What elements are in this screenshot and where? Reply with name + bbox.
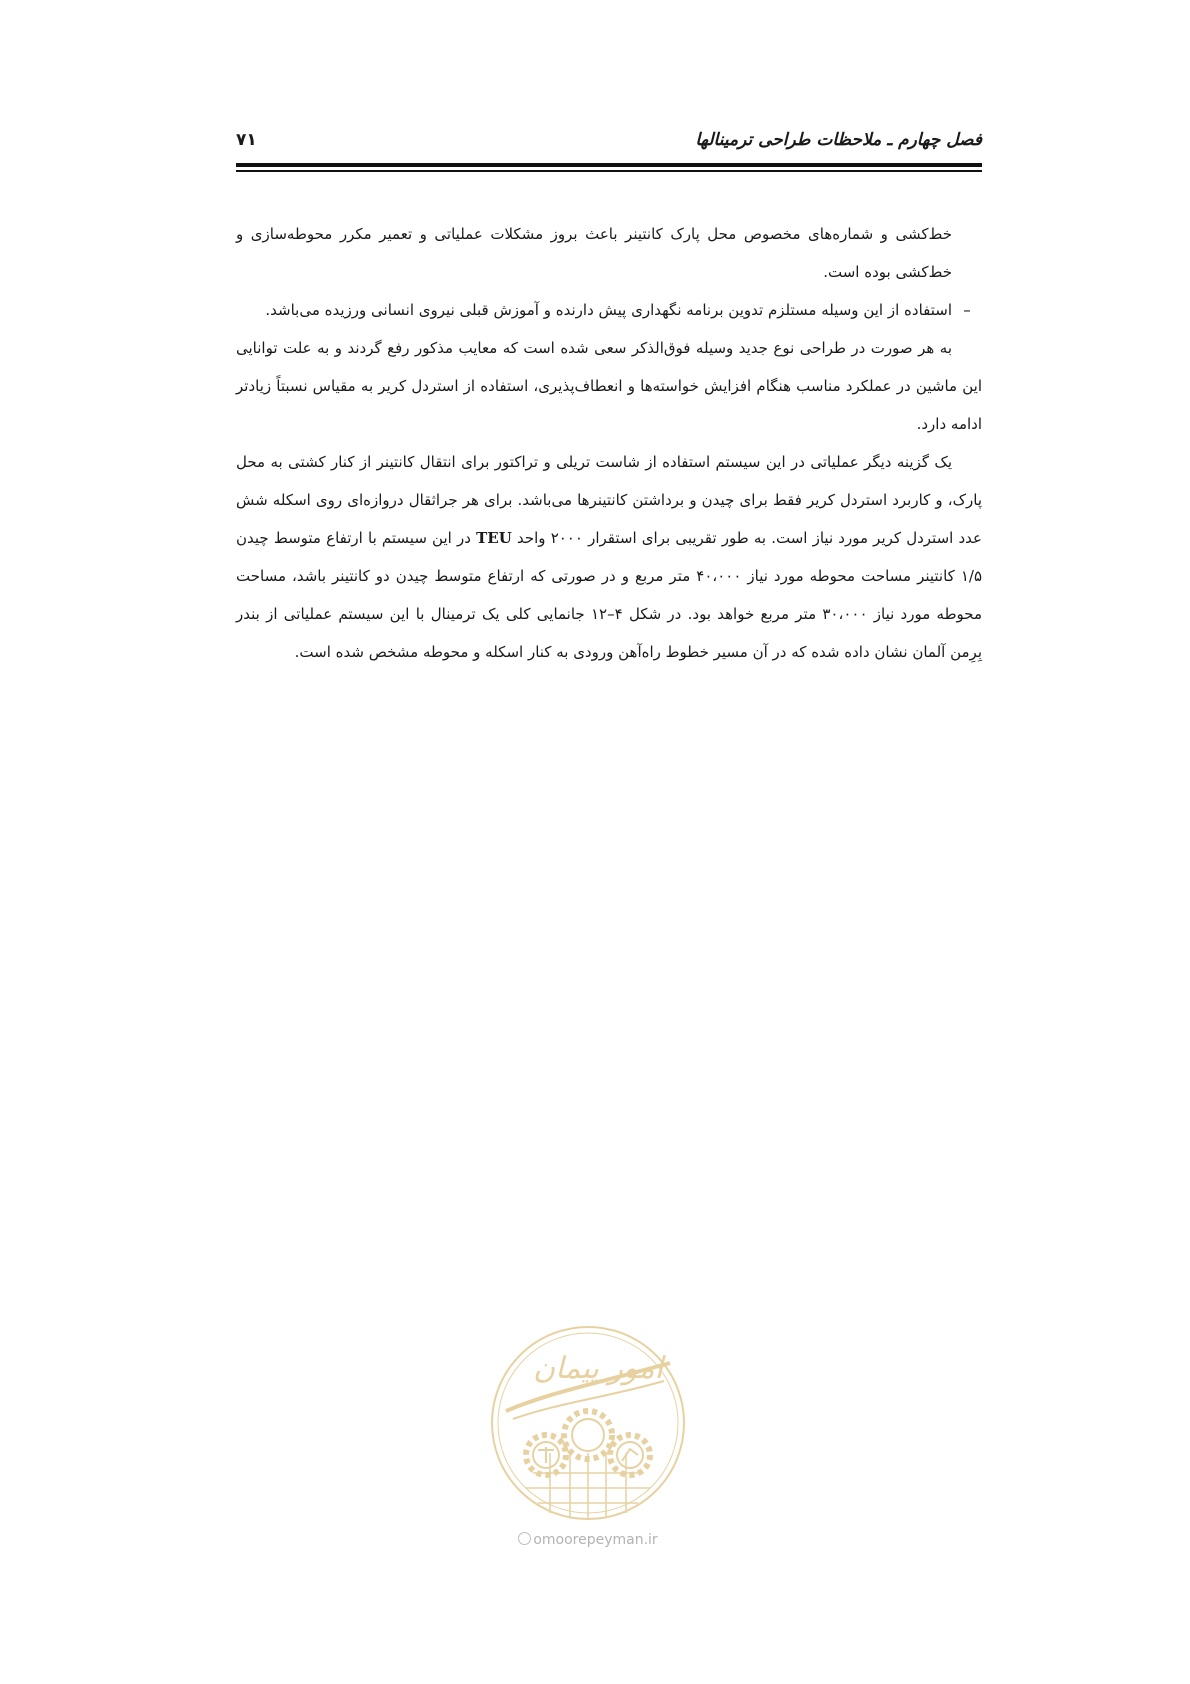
header-divider-thin — [236, 170, 982, 172]
header-divider-thick — [236, 163, 982, 167]
watermark-logo-text: امور پیمان — [533, 1351, 663, 1386]
paragraph-2: به هر صورت در طراحی نوع جدید وسیله فوق‌الذکر سعی شده است که معایب مذکور رفع گردند و به علت توانایی این ماشین در عملکرد مناسب هنگام افزایش خواسته‌ها و انعطاف‌پذیری، استفاده از استردل کریر به مقیاس نسبتاً زیادتر ادامه دارد. — [236, 339, 982, 433]
bullet-item — [236, 291, 982, 329]
watermark-logo — [488, 1323, 688, 1523]
watermark-url: omoorepeyman.ir — [488, 1532, 688, 1548]
page-header — [236, 128, 982, 158]
body-text — [236, 215, 982, 671]
page-number: ۷۱ — [236, 130, 257, 150]
continued-paragraph: خط‌کشی و شماره‌های مخصوص محل پارک کانتینر باعث بروز مشکلات عملیاتی و تعمیر مکرر محوطه‌سازی و خط‌کشی بوده است. — [236, 225, 952, 281]
paragraph-3 — [236, 443, 982, 671]
paragraph-3-part-1: یک گزینه دیگر عملیاتی در این سیستم استفاده از شاست تریلی و تراکتور برای انتقال کانتینر از کنار کشتی به محل پارک، و کاربرد استردل کریر فقط برای چیدن و برداشتن کانتینرها می‌باشد. برای هر جراثقال دروازه‌ای روی اسکله شش عدد استردل کریر مورد نیاز است. به طور تقریبی برای استقرار ۲۰۰۰ واحد — [236, 453, 982, 547]
chapter-title: فصل چهارم ـ ملاحظات طراحی ترمینالها — [695, 130, 982, 150]
bullet-dash: – — [963, 301, 971, 319]
globe-icon — [518, 1532, 531, 1545]
bullet-text: استفاده از این وسیله مستلزم تدوین برنامه نگهداری پیش دارنده و آموزش قبلی نیروی انسانی ورزیده می‌باشد. — [265, 301, 952, 319]
teu-acronym: TEU — [476, 529, 512, 547]
paragraph-3-part-2: در این سیستم با ارتفاع متوسط چیدن ۱/۵ کانتینر مساحت محوطه مورد نیاز ۴۰،۰۰۰ متر مربع و در صورتی که ارتفاع متوسط چیدن دو کانتینر باشد، مساحت محوطه مورد نیاز ۳۰،۰۰۰ متر مربع خواهد بود. در شکل ۴–۱۲ جانمایی کلی یک ترمینال با این سیستم عملیاتی از بندر بِرِمن آلمان نشان داده شده که در آن مسیر خطوط راه‌آهن ورودی به کنار اسکله و محوطه مشخص شده است. — [236, 529, 982, 661]
